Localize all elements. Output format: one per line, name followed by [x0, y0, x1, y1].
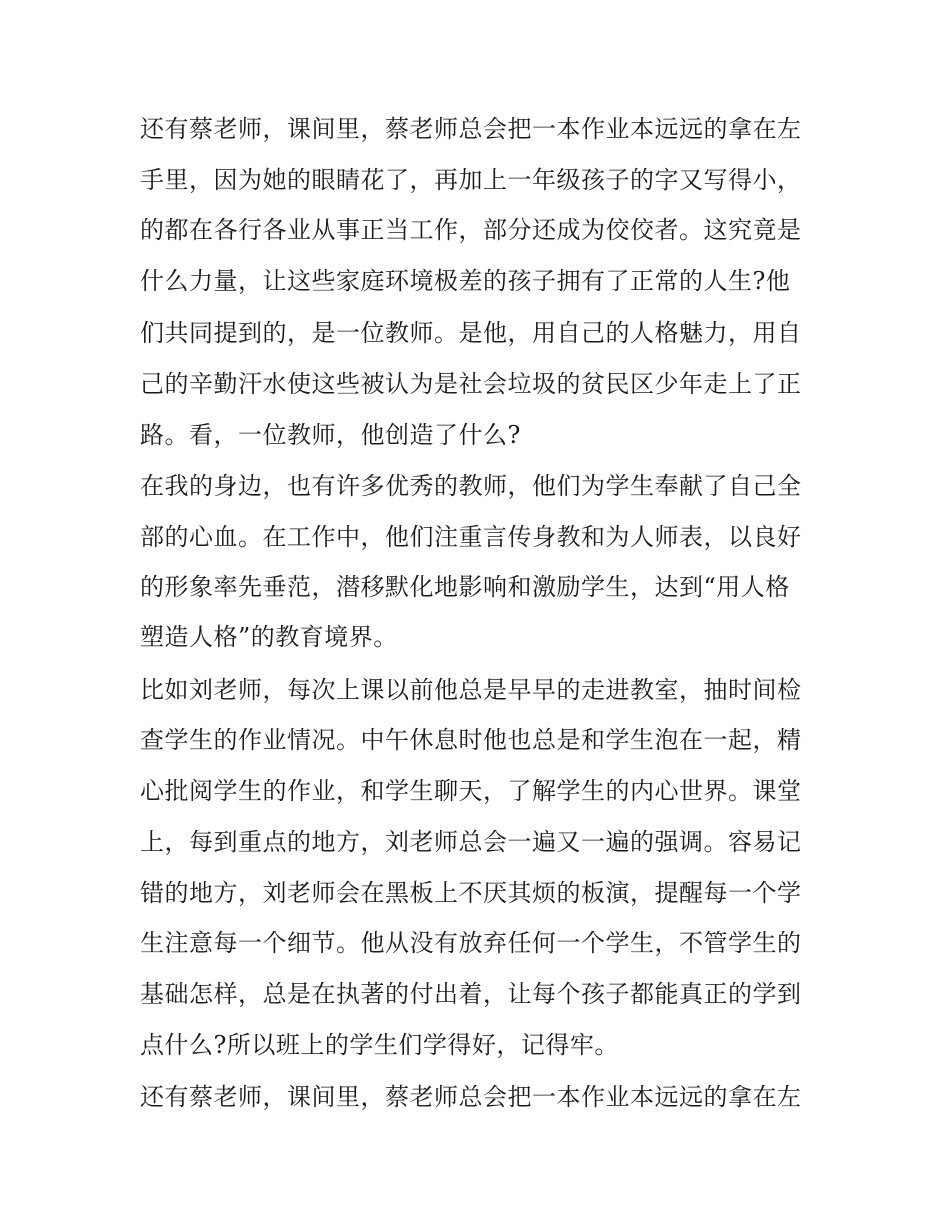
text-line: 还有蔡老师，课间里，蔡老师总会把一本作业本远远的拿在左: [140, 1083, 802, 1111]
text-line: 手里，因为她的眼睛花了，再加上一年级孩子的字又写得小，: [140, 166, 802, 194]
text-line: 们共同提到的，是一位教师。是他，用自己的人格魅力，用自: [140, 319, 802, 347]
text-line: 点什么?所以班上的学生们学得好，记得牢。: [140, 1031, 619, 1059]
text-line: 比如刘老师，每次上课以前他总是早早的走进教室，抽时间检: [140, 676, 802, 704]
text-line: 什么力量，让这些家庭环境极差的孩子拥有了正常的人生?他: [140, 267, 791, 295]
text-line: 己的辛勤汗水使这些被认为是社会垃圾的贫民区少年走上了正: [140, 370, 802, 398]
text-line: 在我的身边，也有许多优秀的教师，他们为学生奉献了自己全: [140, 472, 802, 500]
text-line: 基础怎样，总是在执著的付出着，让每个孩子都能真正的学到: [140, 980, 802, 1008]
text-line: 的都在各行各业从事正当工作，部分还成为佼佼者。这究竟是: [140, 216, 802, 244]
text-line: 生注意每一个细节。他从没有放弃任何一个学生，不管学生的: [140, 929, 802, 957]
text-line: 还有蔡老师，课间里，蔡老师总会把一本作业本远远的拿在左: [140, 115, 802, 143]
text-line: 的形象率先垂范，潜移默化地影响和激励学生，达到“用人格: [140, 573, 790, 601]
text-line: 查学生的作业情况。中午休息时他也总是和学生泡在一起，精: [140, 726, 802, 754]
text-line: 路。看，一位教师，他创造了什么?: [140, 421, 521, 449]
text-line: 部的心血。在工作中，他们注重言传身教和为人师表，以良好: [140, 523, 802, 551]
text-line: 心批阅学生的作业，和学生聊天，了解学生的内心世界。课堂: [140, 777, 802, 805]
text-line: 上，每到重点的地方，刘老师总会一遍又一遍的强调。容易记: [140, 828, 802, 856]
text-line: 错的地方，刘老师会在黑板上不厌其烦的板演，提醒每一个学: [140, 879, 802, 907]
text-line: 塑造人格”的教育境界。: [140, 623, 398, 651]
